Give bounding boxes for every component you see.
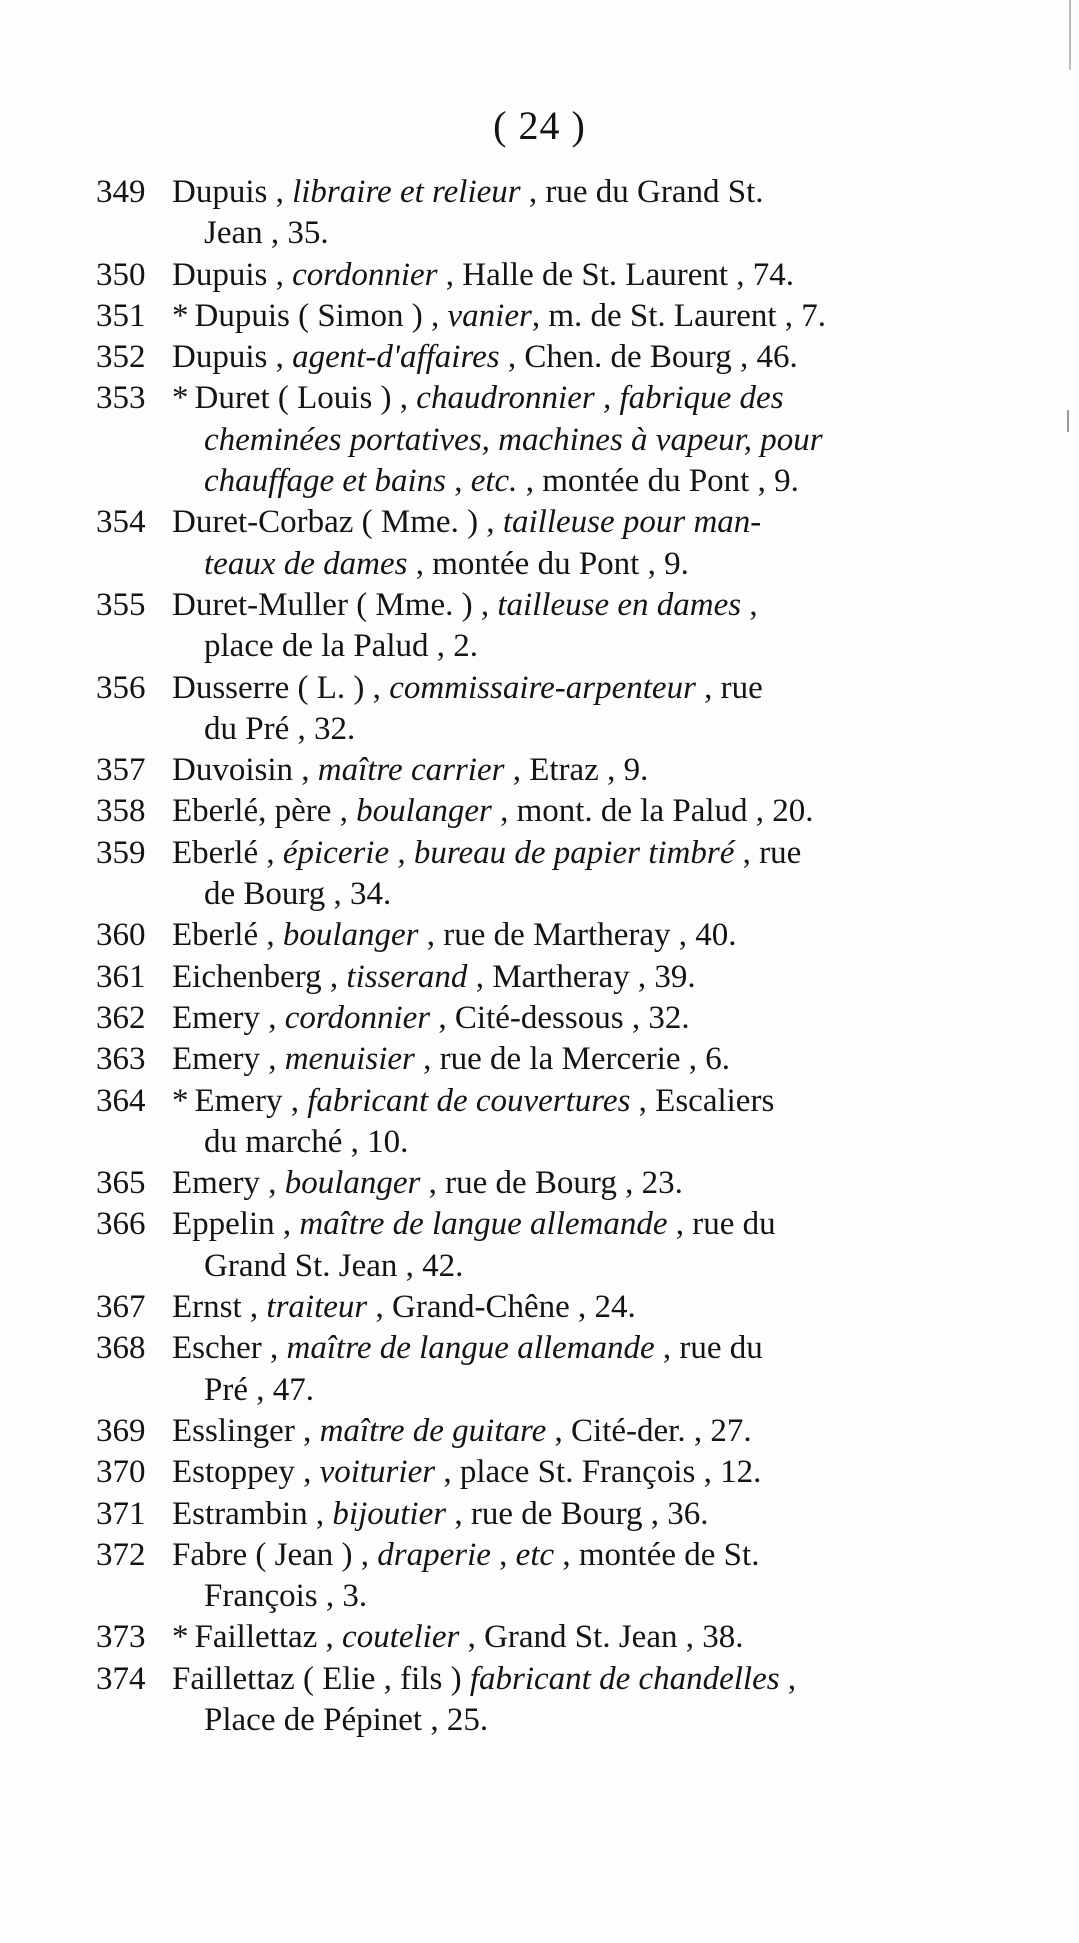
entry-text: , Martheray , 39. xyxy=(467,958,696,995)
directory-entry xyxy=(96,1081,1016,1164)
entry-number: 355 xyxy=(96,586,146,623)
entry-text: , Etraz , 9. xyxy=(504,752,649,789)
occupation-text: boulanger xyxy=(356,793,492,830)
occupation-text: vanier xyxy=(447,297,532,334)
directory-entry xyxy=(96,1287,1016,1328)
entry-text: , Grand St. Jean , 38. xyxy=(459,1619,744,1656)
entry-text: Faillettaz , xyxy=(194,1619,343,1656)
occupation-text: fabricant de couvertures xyxy=(307,1082,631,1119)
entry-text: , Cité-der. , 27. xyxy=(546,1412,752,1449)
directory-entry xyxy=(96,172,1016,255)
directory-entry xyxy=(96,1535,1016,1618)
page-edge-mark xyxy=(1067,410,1069,432)
directory-entry xyxy=(96,378,1016,502)
entry-text: , place St. François , 12. xyxy=(435,1454,762,1491)
entry-line xyxy=(172,750,1016,791)
entry-text: Duret-Corbaz ( Mme. ) , xyxy=(172,504,503,541)
directory-entry xyxy=(96,1163,1016,1204)
entry-text: Eberlé, père , xyxy=(172,793,357,830)
directory-entry xyxy=(96,585,1016,668)
directory-entry xyxy=(96,1204,1016,1287)
entry-line xyxy=(172,378,1016,419)
entry-text: Dusserre ( L. ) , xyxy=(172,669,390,706)
entry-text: du Pré , 32. xyxy=(204,710,356,747)
entry-number: 368 xyxy=(96,1330,146,1367)
entry-text: , rue de Bourg , 36. xyxy=(446,1495,709,1532)
entry-text: Pré , 47. xyxy=(204,1371,314,1408)
occupation-text: maître de langue allemande xyxy=(299,1206,668,1243)
occupation-text: agent-d'affaires xyxy=(292,339,500,376)
entry-line xyxy=(172,915,1016,956)
entry-text: , rue de Bourg , 23. xyxy=(420,1165,683,1202)
entry-text: Faillettaz ( Elie , fils ) xyxy=(172,1660,470,1697)
occupation-text: teaux de dames xyxy=(204,545,408,582)
entry-continuation-line xyxy=(204,1370,1016,1411)
entry-line xyxy=(172,791,1016,832)
occupation-text: épicerie , bureau de papier timbré xyxy=(282,834,735,871)
entry-text: Dupuis ( Simon ) , xyxy=(194,297,448,334)
occupation-text: tailleuse pour man- xyxy=(502,504,762,541)
directory-entry xyxy=(96,255,1016,296)
occupation-text: chaudronnier , fabrique des xyxy=(416,380,784,417)
entry-line xyxy=(172,1452,1016,1493)
entry-text: François , 3. xyxy=(204,1578,368,1615)
entry-line xyxy=(172,585,1016,626)
entry-continuation-line xyxy=(204,461,1016,502)
entry-text: Duret ( Louis ) , xyxy=(194,380,417,417)
entry-text: , Escaliers xyxy=(630,1082,775,1119)
occupation-text: tailleuse en dames xyxy=(497,586,742,623)
entry-line xyxy=(172,296,1016,337)
entry-text: Place de Pépinet , 25. xyxy=(204,1701,489,1738)
directory-entry xyxy=(96,1617,1016,1658)
entry-line xyxy=(172,1287,1016,1328)
directory-entry xyxy=(96,1411,1016,1452)
entry-text: , rue du xyxy=(654,1330,763,1367)
entry-text: , rue xyxy=(695,669,763,706)
entry-text: Duvoisin , xyxy=(172,752,318,789)
entry-number: 372 xyxy=(96,1536,146,1573)
entry-text: , rue de la Mercerie , 6. xyxy=(414,1041,731,1078)
entry-text: Jean , 35. xyxy=(204,215,329,252)
entry-text: Escher , xyxy=(172,1330,287,1367)
entry-line xyxy=(172,1328,1016,1369)
entry-number: 357 xyxy=(96,752,146,789)
entry-text: , rue xyxy=(734,834,802,871)
directory-entry xyxy=(96,1328,1016,1411)
occupation-text: maître de guitare xyxy=(319,1412,547,1449)
occupation-text: boulanger xyxy=(282,917,419,954)
page-edge-mark xyxy=(1069,0,1071,70)
directory-entry xyxy=(96,957,1016,998)
entry-number: 354 xyxy=(96,504,146,541)
entry-line xyxy=(172,1659,1016,1700)
occupation-text: fabricant de chandelles xyxy=(469,1660,780,1697)
occupation-text: commissaire-arpenteur xyxy=(389,669,696,706)
entry-text: Eberlé , xyxy=(172,917,283,954)
entry-text: Emery , xyxy=(172,1041,285,1078)
entry-text: Emery , xyxy=(194,1082,308,1119)
entry-number: 373 xyxy=(96,1619,146,1656)
occupation-text: maître de langue allemande xyxy=(286,1330,655,1367)
entry-number: 349 xyxy=(96,174,146,210)
entry-continuation-line xyxy=(204,709,1016,750)
entry-text: Ernst , xyxy=(172,1289,267,1326)
entry-text: Eichenberg , xyxy=(172,958,347,995)
entry-text: Eberlé , xyxy=(172,834,283,871)
entry-text: , mont. de la Palud , 20. xyxy=(491,793,814,830)
entry-number: 352 xyxy=(96,339,146,376)
entry-number: 360 xyxy=(96,917,146,954)
entry-text: , Halle de St. Laurent , 74. xyxy=(437,256,795,293)
occupation-text: traiteur xyxy=(266,1289,368,1326)
occupation-text: maître carrier xyxy=(317,752,505,789)
directory-entry xyxy=(96,1659,1016,1742)
entry-line xyxy=(172,1535,1016,1576)
entry-number: 365 xyxy=(96,1165,146,1202)
entry-continuation-line xyxy=(204,213,1016,254)
directory-entry xyxy=(96,833,1016,916)
entry-number: 356 xyxy=(96,669,146,706)
page-number: ( 24 ) xyxy=(493,103,586,148)
entry-number: 363 xyxy=(96,1041,146,1078)
entry-line xyxy=(172,1494,1016,1535)
entry-text: Emery , xyxy=(172,1165,285,1202)
occupation-text: cheminées portatives, machines à vapeur, pour xyxy=(204,421,823,458)
directory-entry xyxy=(96,296,1016,337)
entry-text: , montée de St. xyxy=(554,1536,760,1573)
entry-number: 359 xyxy=(96,834,146,871)
entry-line xyxy=(172,957,1016,998)
asterisk-marker: * xyxy=(172,1082,189,1119)
entry-text: , rue du Grand St. xyxy=(520,174,764,210)
directory-entry xyxy=(96,668,1016,751)
directory-entry xyxy=(96,502,1016,585)
entry-text: , Grand-Chêne , 24. xyxy=(367,1289,636,1326)
occupation-text: boulanger xyxy=(284,1165,421,1202)
directory-entry xyxy=(96,915,1016,956)
entry-number: 371 xyxy=(96,1495,146,1532)
directory-entry xyxy=(96,750,1016,791)
asterisk-marker: * xyxy=(172,1619,189,1656)
entry-text: , m. de St. Laurent , 7. xyxy=(531,297,827,334)
entry-number: 351 xyxy=(96,297,146,334)
entry-line xyxy=(172,1081,1016,1122)
directory-entry xyxy=(96,1039,1016,1080)
entry-text: Grand St. Jean , 42. xyxy=(204,1247,464,1284)
asterisk-marker: * xyxy=(172,380,189,417)
occupation-text: coutelier xyxy=(342,1619,460,1656)
entry-line xyxy=(172,502,1016,543)
occupation-text: bijoutier xyxy=(332,1495,447,1532)
entry-text: Estrambin , xyxy=(172,1495,333,1532)
entry-number: 374 xyxy=(96,1660,146,1697)
entry-line xyxy=(172,833,1016,874)
entry-line xyxy=(172,337,1016,378)
occupation-text: etc xyxy=(515,1536,555,1573)
entry-line xyxy=(172,1039,1016,1080)
occupation-text: chauffage et bains xyxy=(204,463,446,500)
entry-text: , xyxy=(779,1660,797,1697)
entry-number: 364 xyxy=(96,1082,146,1119)
entry-line xyxy=(172,1411,1016,1452)
directory-entry xyxy=(96,1494,1016,1535)
entry-text: du marché , 10. xyxy=(204,1123,409,1160)
entry-text: , montée du Pont , 9. xyxy=(407,545,689,582)
entry-text: Dupuis , xyxy=(172,256,293,293)
entry-line xyxy=(172,998,1016,1039)
entry-text: , montée du Pont , 9. xyxy=(517,463,799,500)
entry-text: , Cité-dessous , 32. xyxy=(430,999,690,1036)
entry-number: 358 xyxy=(96,793,146,830)
occupation-text: tisserand xyxy=(346,958,468,995)
entry-text: , xyxy=(445,463,471,500)
entry-number: 366 xyxy=(96,1206,146,1243)
entry-continuation-line xyxy=(204,1700,1016,1741)
entry-text: Duret-Muller ( Mme. ) , xyxy=(172,586,498,623)
entry-number: 350 xyxy=(96,256,146,293)
occupation-text: cordonnier xyxy=(292,256,438,293)
occupation-text: etc. xyxy=(470,463,518,500)
entry-continuation-line xyxy=(204,1576,1016,1617)
entry-line xyxy=(172,1204,1016,1245)
entry-text: Dupuis , xyxy=(172,174,293,210)
entry-number: 370 xyxy=(96,1454,146,1491)
entry-text: Emery , xyxy=(172,999,285,1036)
entry-number: 361 xyxy=(96,958,146,995)
entry-line xyxy=(172,255,1016,296)
entry-number: 362 xyxy=(96,999,146,1036)
entry-line xyxy=(172,1163,1016,1204)
occupation-text: voiturier xyxy=(319,1454,436,1491)
directory-entries xyxy=(96,172,1016,1741)
entry-text: , Chen. de Bourg , 46. xyxy=(499,339,798,376)
occupation-text: draperie xyxy=(377,1536,491,1573)
entry-text: place de la Palud , 2. xyxy=(204,628,478,665)
entry-continuation-line xyxy=(204,544,1016,585)
occupation-text: cordonnier xyxy=(284,999,431,1036)
entry-text: , xyxy=(490,1536,516,1573)
entry-line xyxy=(172,668,1016,709)
entry-text: , rue de Martheray , 40. xyxy=(418,917,737,954)
entry-continuation-line xyxy=(204,1122,1016,1163)
occupation-text: libraire et relieur xyxy=(292,174,521,210)
entry-continuation-line xyxy=(204,626,1016,667)
entry-continuation-line xyxy=(204,874,1016,915)
entry-continuation-line xyxy=(204,420,1016,461)
entry-text: , rue du xyxy=(667,1206,776,1243)
asterisk-marker: * xyxy=(172,297,189,334)
entry-number: 367 xyxy=(96,1289,146,1326)
entry-text: Eppelin , xyxy=(172,1206,300,1243)
entry-text: Esslinger , xyxy=(172,1412,320,1449)
entry-text: , xyxy=(741,586,758,623)
entry-line xyxy=(172,172,1016,213)
entry-text: Estoppey , xyxy=(172,1454,320,1491)
entry-line xyxy=(172,1617,1016,1658)
entry-text: Dupuis , xyxy=(172,339,293,376)
entry-continuation-line xyxy=(204,1246,1016,1287)
directory-entry xyxy=(96,998,1016,1039)
entry-number: 353 xyxy=(96,380,146,417)
directory-entry xyxy=(96,791,1016,832)
occupation-text: menuisier xyxy=(284,1041,415,1078)
entry-text: de Bourg , 34. xyxy=(204,876,392,913)
entry-text: Fabre ( Jean ) , xyxy=(172,1536,378,1573)
directory-entry xyxy=(96,337,1016,378)
directory-entry xyxy=(96,1452,1016,1493)
entry-number: 369 xyxy=(96,1412,146,1449)
